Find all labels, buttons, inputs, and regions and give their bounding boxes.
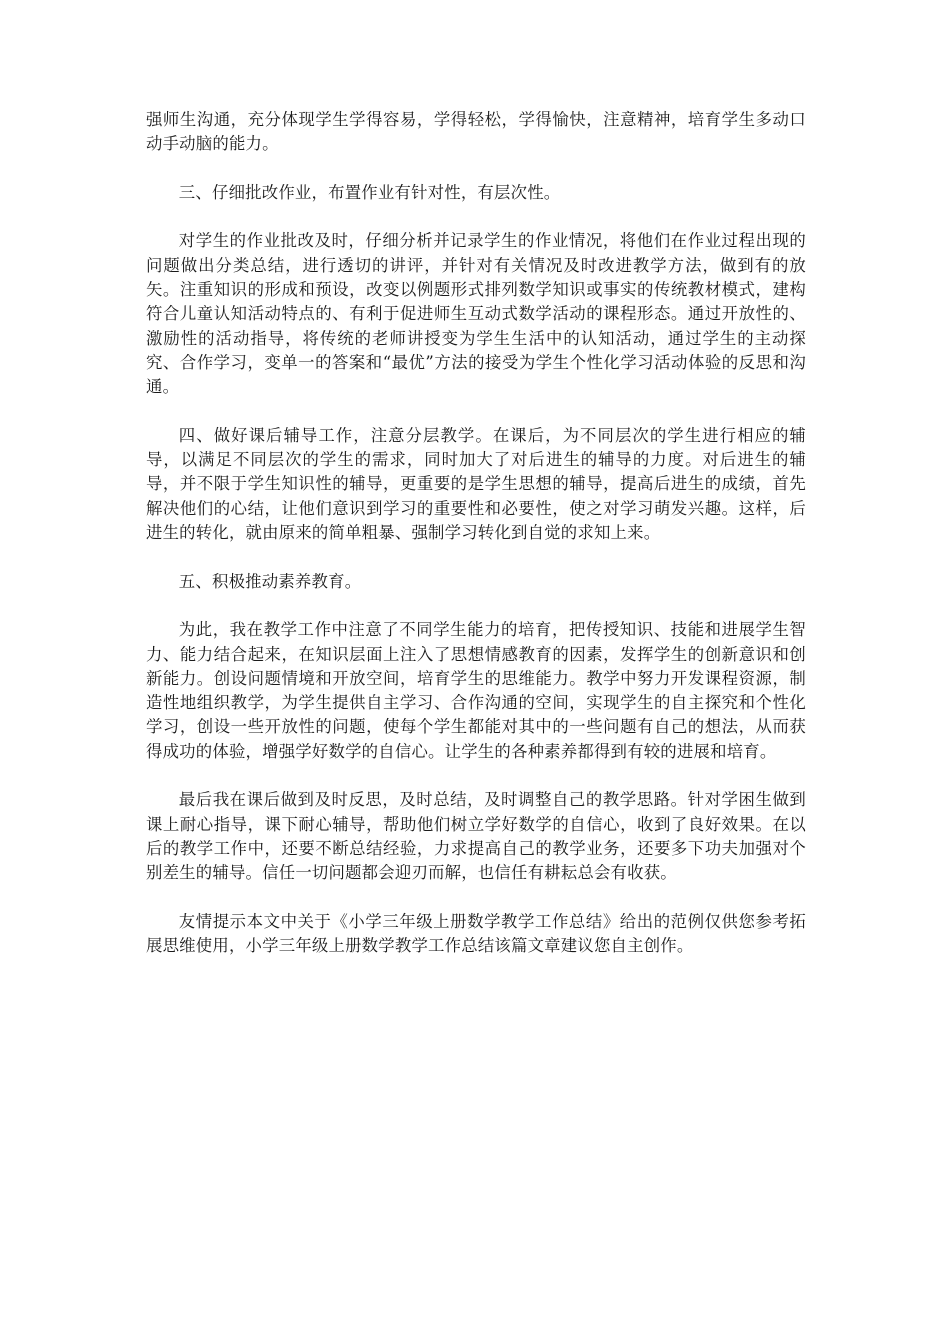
paragraph-quality-education: 为此，我在教学工作中注意了不同学生能力的培育，把传授知识、技能和进展学生智力、能力结合起来，在知识层面上注入了思想情感教育的因素，发挥学生的创新意识和创新能力。创设问题情境和开放空间，培育学生的思维能力。教学中努力开发课程资源，制造性地组织教学，为学生提供自主学习、合作沟通的空间，实现学生的自主探究和个性化学习，创设一些开放性的问题，使每个学生都能对其中的一些问题有自己的想法，从而获得成功的体验，增强学好数学的自信心。让学生的各种素养都得到有较的进展和培育。: [146, 620, 806, 761]
paragraph-reflection: 最后我在课后做到及时反思，及时总结，及时调整自己的教学思路。针对学困生做到课上耐心指导，课下耐心辅导，帮助他们树立学好数学的自信心，收到了良好效果。在以后的教学工作中，还要不断总结经验，力求提高自己的教学业务，还要多下功夫加强对个别差生的辅导。信任一切问题都会迎刃而解，也信任有耕耘总会有收获。: [146, 790, 806, 883]
section-heading-4: 四、做好课后辅导工作，注意分层教学。在课后，为不同层次的学生进行相应的辅导，以满足不同层次的学生的需求，同时加大了对后进生的辅导的力度。对后进生的辅导，并不限于学生知识性的辅导，更重要的是学生思想的辅导，提高后进生的成绩，首先解决他们的心结，让他们意识到学习的重要性和必要性，使之对学习萌发兴趣。这样，后进生的转化，就由原来的简单粗暴、强制学习转化到自觉的求知上来。: [146, 425, 806, 543]
section-heading-3: 三、仔细批改作业，布置作业有针对性，有层次性。: [178, 182, 561, 202]
document-body: [146, 108, 806, 983]
paragraph-notice: 友情提示本文中关于《小学三年级上册数学教学工作总结》给出的范例仅供您参考拓展思维使用，小学三年级上册数学教学工作总结该篇文章建议您自主创作。: [146, 911, 806, 956]
paragraph-homework: 对学生的作业批改及时，仔细分析并记录学生的作业情况，将他们在作业过程出现的问题做出分类总结，进行透切的讲评，并针对有关情况及时改进教学方法，做到有的放矢。注重知识的形成和预设，改变以例题形式排列数学知识或事实的传统教材模式，建构符合儿童认知活动特点的、有利于促进师生互动式数学活动的课程形态。通过开放性的、激励性的活动指导，将传统的老师讲授变为学生生活中的认知活动，通过学生的主动探究、合作学习，变单一的答案和“最优”方法的接受为学生个性化学习活动体验的反思和沟通。: [146, 231, 806, 397]
paragraph-continuation: 强师生沟通，充分体现学生学得容易，学得轻松，学得愉快，注意精神，培育学生多动口动手动脑的能力。: [146, 110, 806, 154]
section-heading-5: 五、积极推动素养教育。: [178, 571, 362, 591]
